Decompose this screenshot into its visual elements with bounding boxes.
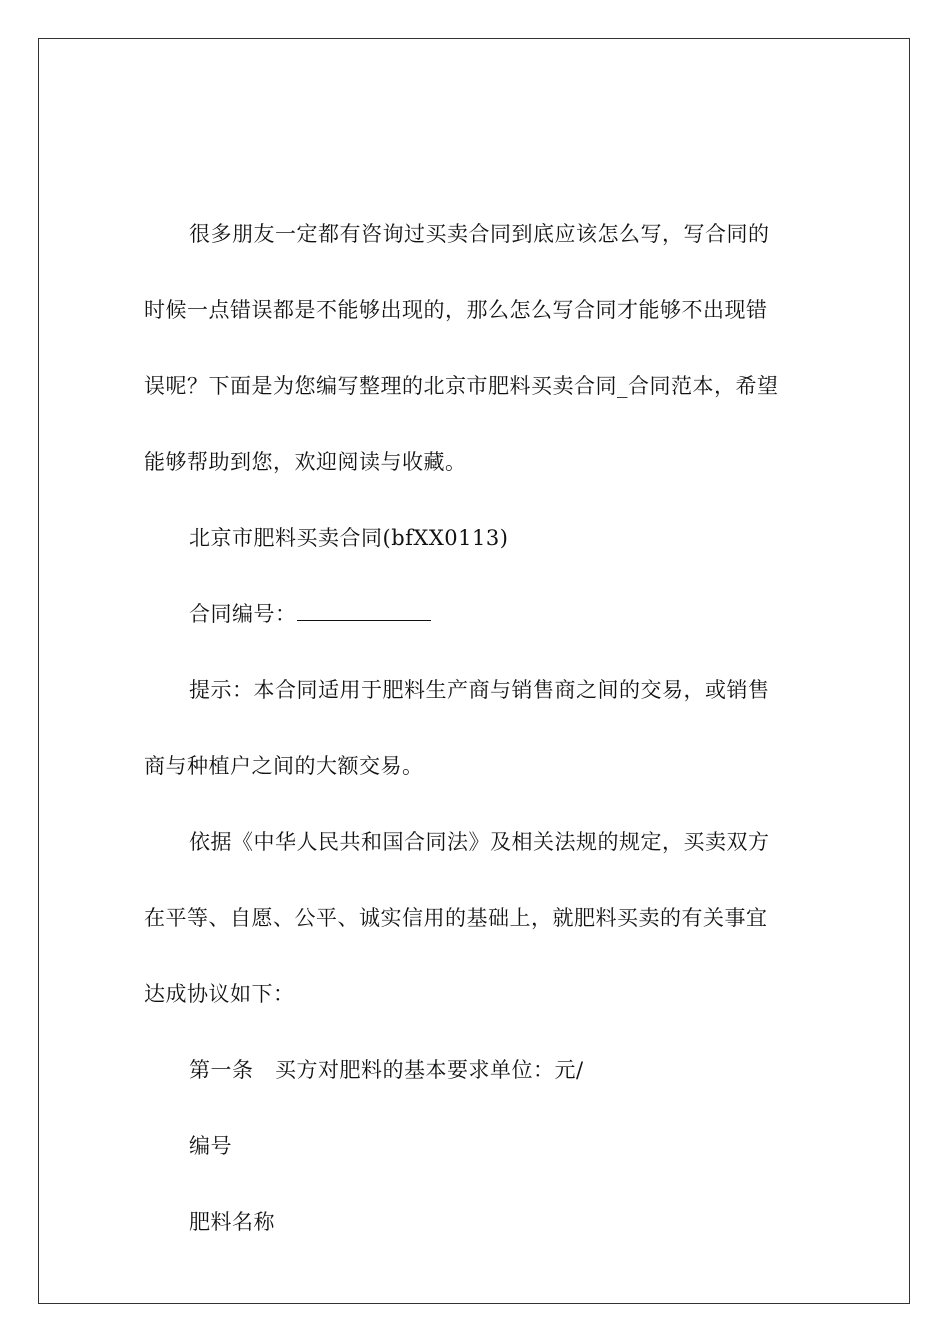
intro-line-3: 误呢？下面是为您编写整理的北京市肥料买卖合同_合同范本，希望: [144, 374, 779, 398]
contract-number-blank: [297, 602, 431, 621]
intro-line-4: 能够帮助到您，欢迎阅读与收藏。: [144, 450, 467, 474]
basis-line-3: 达成协议如下：: [144, 982, 295, 1006]
tip-paragraph: [144, 652, 824, 804]
tip-line-1: 提示：本合同适用于肥料生产商与销售商之间的交易，或销售: [189, 678, 770, 702]
contract-number-row: [144, 576, 824, 652]
document-body: [144, 196, 824, 1260]
basis-paragraph: [144, 804, 824, 1032]
basis-line-2: 在平等、自愿、公平、诚实信用的基础上，就肥料买卖的有关事宜: [144, 906, 768, 930]
basis-line-1: 依据《中华人民共和国合同法》及相关法规的规定，买卖双方: [189, 830, 770, 854]
contract-number-label: 合同编号：: [189, 602, 297, 626]
contract-title: 北京市肥料买卖合同(bfXX0113): [189, 526, 509, 550]
table-header-number: 编号: [189, 1134, 232, 1158]
table-header-fertilizer-name: 肥料名称: [189, 1210, 275, 1234]
intro-paragraph: [144, 196, 824, 500]
intro-line-2: 时候一点错误都是不能够出现的，那么怎么写合同才能够不出现错: [144, 298, 768, 322]
tip-line-2: 商与种植户之间的大额交易。: [144, 754, 424, 778]
intro-line-1: 很多朋友一定都有咨询过买卖合同到底应该怎么写，写合同的: [189, 222, 770, 246]
article-1: 第一条 买方对肥料的基本要求单位：元/: [189, 1058, 584, 1082]
